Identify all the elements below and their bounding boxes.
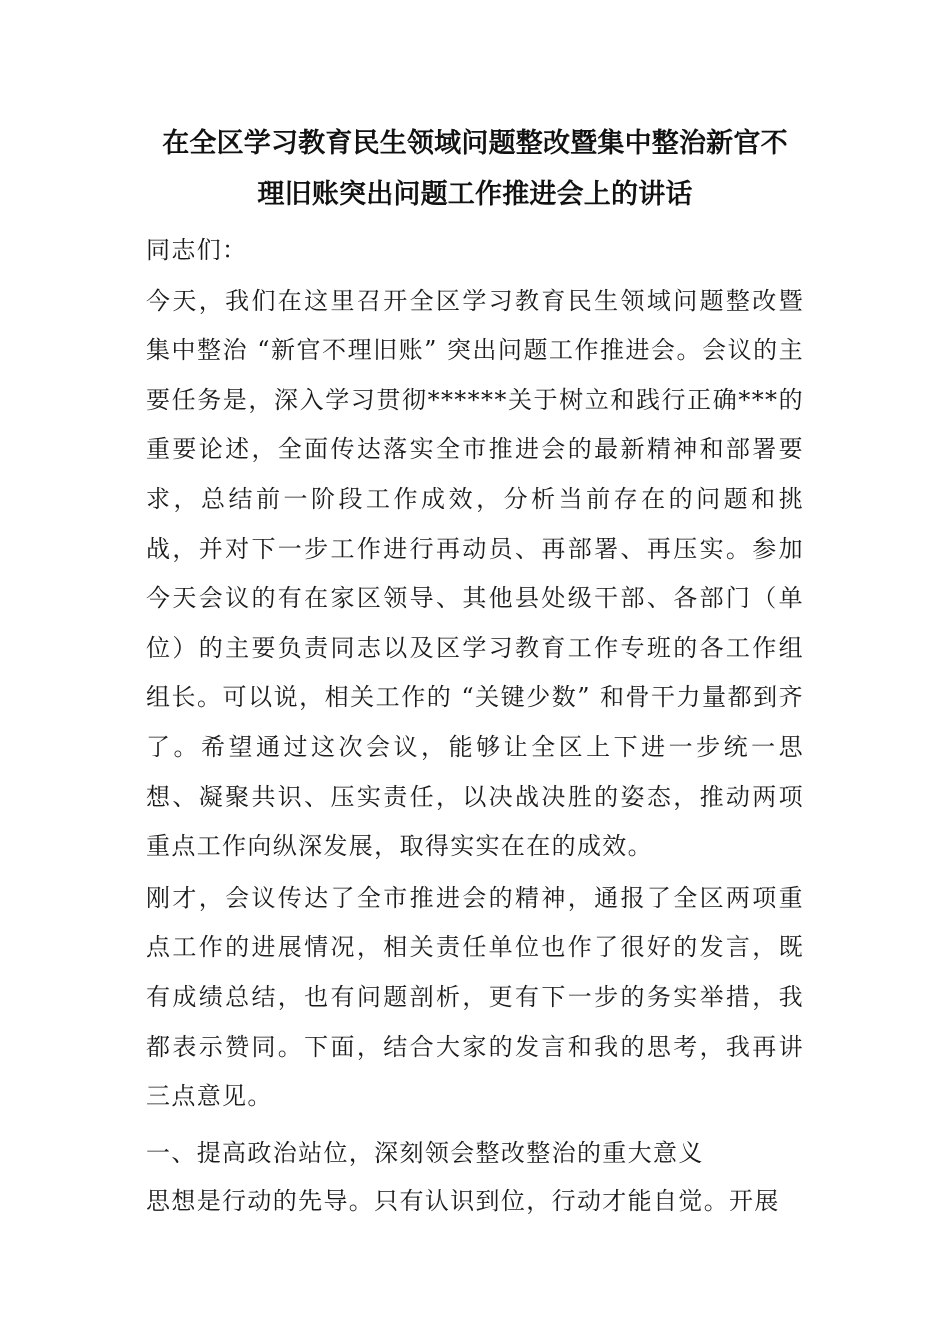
document-title <box>146 118 804 220</box>
title-line-1: 在全区学习教育民生领域问题整改暨集中整治新官不 <box>162 128 788 159</box>
paragraph-opening: 今天，我们在这里召开全区学习教育民生领域问题整改暨集中整治 “新官不理旧账” 突出问题工作推进会。会议的主要任务是，深入学习贯彻******关于树立和践行正确***的重要论述，全面传达落实全市推进会的最新精神和部署要求，总结前一阶段工作成效，分析当前存在的问题和挑战，并对下一步工作进行再动员、再部署、再压实。参加今天会议的有在家区领导、其他县处级干部、各部门（单位）的主要负责同志以及区学习教育工作专班的各工作组组长。可以说，相关工作的 “关键少数” 和骨干力量都到齐了。希望通过这次会议，能够让全区上下进一步统一思想、凝聚共识、压实责任，以决战决胜的姿态，推动两项重点工作向纵深发展，取得实实在在的成效。 <box>146 286 804 861</box>
greeting: 同志们： <box>146 236 248 264</box>
paragraph-comments: 刚才，会议传达了全市推进会的精神，通报了全区两项重点工作的进展情况，相关责任单位也作了很好的发言，既有成绩总结，也有问题剖析，更有下一步的务实举措，我都表示赞同。下面，结合大家的发言和我的思考，我再讲三点意见。 <box>146 883 804 1111</box>
document-page <box>146 118 804 1227</box>
title-line-2: 理旧账突出问题工作推进会上的讲话 <box>257 179 693 210</box>
section-heading: 一、提高政治站位，深刻领会整改整治的重大意义 <box>146 1138 704 1167</box>
document-body <box>146 226 804 1227</box>
paragraph-section-start: 思想是行动的先导。只有认识到位，行动才能自觉。开展 <box>146 1187 780 1216</box>
